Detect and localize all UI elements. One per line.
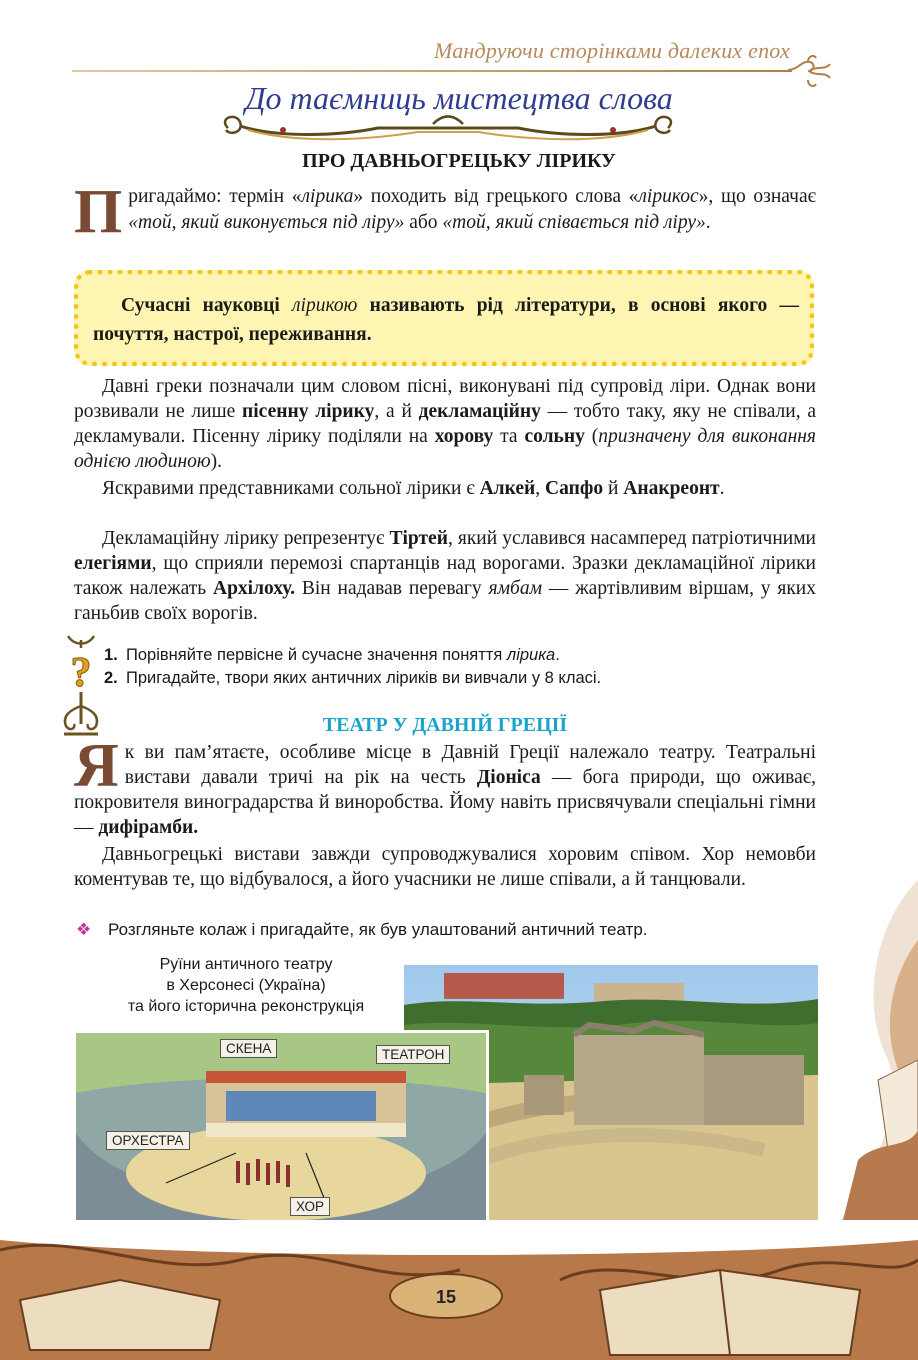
decorative-book-art: [818, 880, 918, 1240]
theatre-paragraph-2: Давньогрецькі вистави завжди супроводжувалися хоровим співом. Хор немовби коментував те, що відбувалося, а його учасники не лише співали, а й танцювали.: [74, 844, 816, 890]
lyric-intro: Пригадаймо: термін «лірика» походить від грецького слова «лірикос», що означає «той, який виконується під ліру» або «той, який співається під ліру».: [74, 178, 816, 246]
question-list: [104, 644, 804, 690]
question-item: 2. Пригадайте, твори яких античних ліриків ви вивчали у 8 класі.: [104, 669, 602, 687]
diamond-bullet-icon: ❖: [76, 920, 92, 939]
lyric-paragraph-2: Яскравими представниками сольної лірики є Алкей, Сапфо й Анакреонт.: [102, 478, 725, 499]
label-orchestra: ОРХЕСТРА: [106, 1131, 190, 1150]
question-item: 1. Порівняйте первісне й сучасне значення поняття лірика.: [104, 646, 560, 664]
dropcap: Я: [74, 732, 119, 800]
section-title: До таємниць мистецтва слова: [245, 80, 673, 116]
dropcap: П: [74, 178, 123, 246]
image-caption: Руїни античного театру в Херсонесі (Україна) та його історична реконструкція: [127, 956, 365, 1015]
label-teatron: ТЕАТРОН: [376, 1045, 450, 1064]
label-skena: СКЕНА: [220, 1039, 277, 1058]
svg-text:?: ?: [70, 650, 92, 696]
lyric-heading: ПРО ДАВНЬОГРЕЦЬКУ ЛІРИКУ: [302, 150, 616, 172]
page-number: 15: [435, 1287, 457, 1307]
running-title: Мандруючи сторінками далеких епох: [434, 38, 790, 63]
theatre-reconstruction: [76, 1030, 489, 1221]
header-rule: [72, 70, 792, 72]
label-chorus: ХОР: [290, 1197, 330, 1216]
lyric-paragraph-1: Давні греки позначали цим словом пісні, виконувані під супровід ліри. Однак вони розвивали не лише пісенну лірику, а й декламаційну — тобто таку, яку не співали, а декламували. Пісенну лірику поділяли на хорову та сольну (призначену для виконання однією людиною).: [74, 376, 816, 472]
lyric-paragraph-3: Декламаційну лірику репрезентує Тіртей, який уславився насамперед патріотичними елегіями, що сприяли перемозі спартанців над ворогами. Зразки декламаційної лірики також належать Архілоху. Він надавав перевагу ямбам — жартівливим віршам, у яких ганьбив своїх ворогів.: [74, 528, 816, 624]
theatre-paragraph-1: Як ви пам’ятаєте, особливе місце в Давній Греції належало театру. Театральні вистави давали тричі на рік на честь Діоніса — бога природи, що оживає, покровителя виноградарства й виноробства. Йому навіть присвячували спеціальні гімни — дифірамби.: [74, 732, 816, 838]
definition-box: Сучасні науковці лірикою називають рід літератури, в основі якого — почуття, настрої, переживання.: [74, 270, 814, 366]
theatre-heading: ТЕАТР У ДАВНІЙ ГРЕЦІЇ: [322, 714, 568, 736]
title-ornament-icon: [218, 114, 678, 144]
task-prompt: ❖ Розгляньте колаж і пригадайте, як був улаштований античний театр.: [76, 920, 648, 939]
